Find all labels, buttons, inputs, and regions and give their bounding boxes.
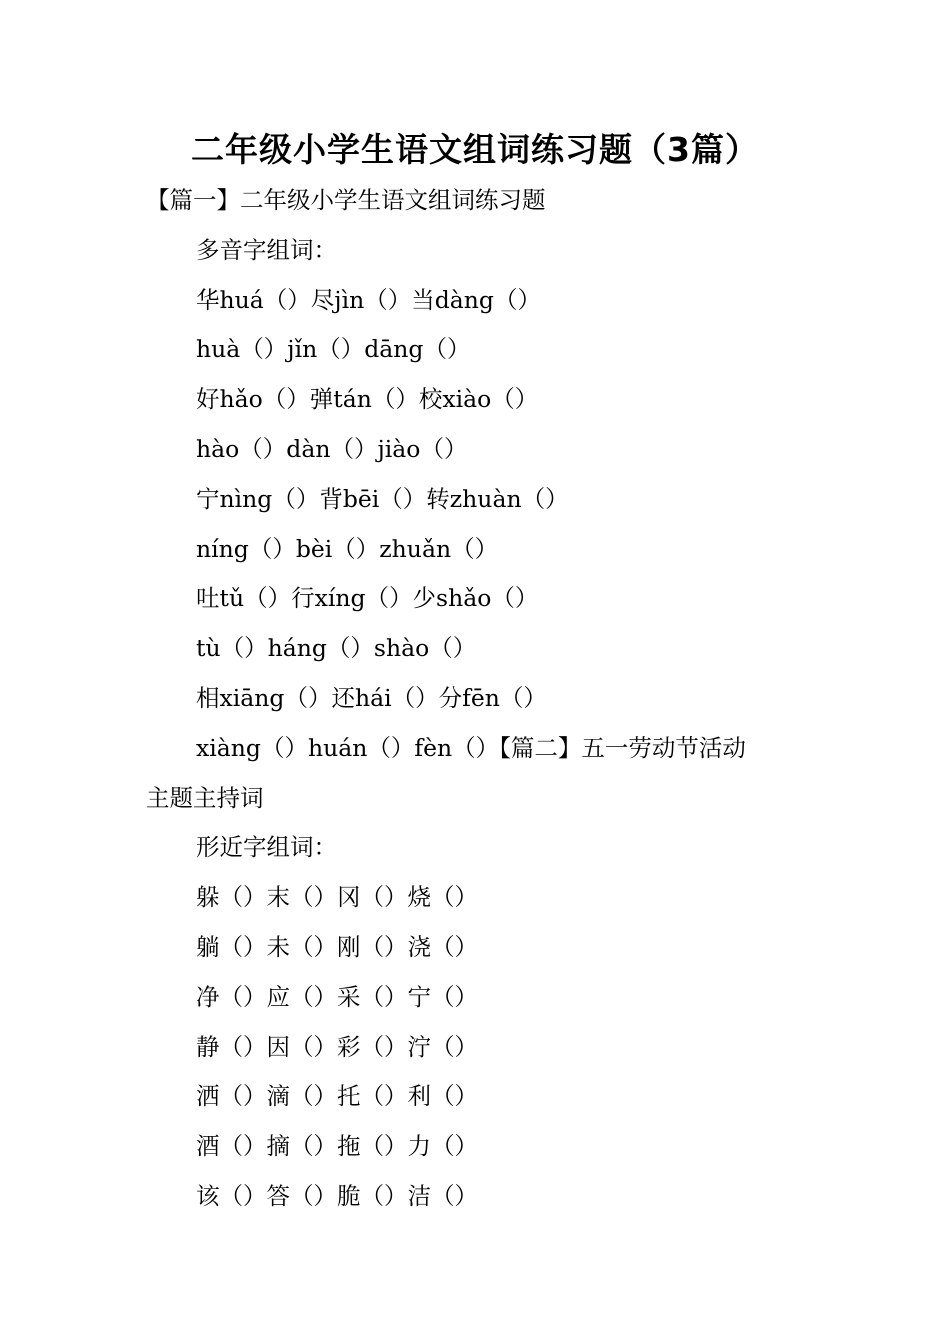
exercise-line: tù（）háng（）shào（） xyxy=(196,634,477,663)
exercise-line: 该（）答（）脆（）洁（） xyxy=(196,1181,478,1210)
section-heading-2-continued: 主题主持词 xyxy=(146,783,264,812)
exercise-line: huà（）jǐn（）dāng（） xyxy=(196,335,471,364)
subheading-polyphonic: 多音字组词： xyxy=(196,235,337,264)
exercise-line: 躲（）末（）冈（）烧（） xyxy=(196,883,478,912)
exercise-line: 吐tǔ（）行xíng（）少shǎo（） xyxy=(196,584,539,613)
exercise-line: 好hǎo（）弹tán（）校xiào（） xyxy=(196,385,539,414)
exercise-line: níng（）bèi（）zhuǎn（） xyxy=(196,534,499,563)
subheading-similar-chars: 形近字组词： xyxy=(196,833,337,862)
exercise-line: 洒（）滴（）托（）利（） xyxy=(196,1082,478,1111)
exercise-line: 静（）因（）彩（）泞（） xyxy=(196,1032,478,1061)
exercise-line: 净（）应（）采（）宁（） xyxy=(196,982,478,1011)
exercise-line: 酒（）摘（）拖（）力（） xyxy=(196,1132,478,1161)
exercise-line: hào（）dàn（）jiào（） xyxy=(196,434,468,463)
document-body xyxy=(146,176,826,1222)
section-heading-1: 【篇一】二年级小学生语文组词练习题 xyxy=(146,186,546,214)
document-title: 二年级小学生语文组词练习题（3篇） xyxy=(191,130,759,169)
exercise-line: 华huá（）尽jìn（）当dàng（） xyxy=(196,285,541,314)
exercise-line: 躺（）未（）刚（）浇（） xyxy=(196,932,478,961)
exercise-line-with-section-2: xiàng（）huán（）fèn（）【篇二】五一劳动节活动 xyxy=(196,733,746,762)
exercise-line: 相xiāng（）还hái（）分fēn（） xyxy=(196,683,547,712)
exercise-line: 宁nìng（）背bēi（）转zhuàn（） xyxy=(196,484,569,513)
